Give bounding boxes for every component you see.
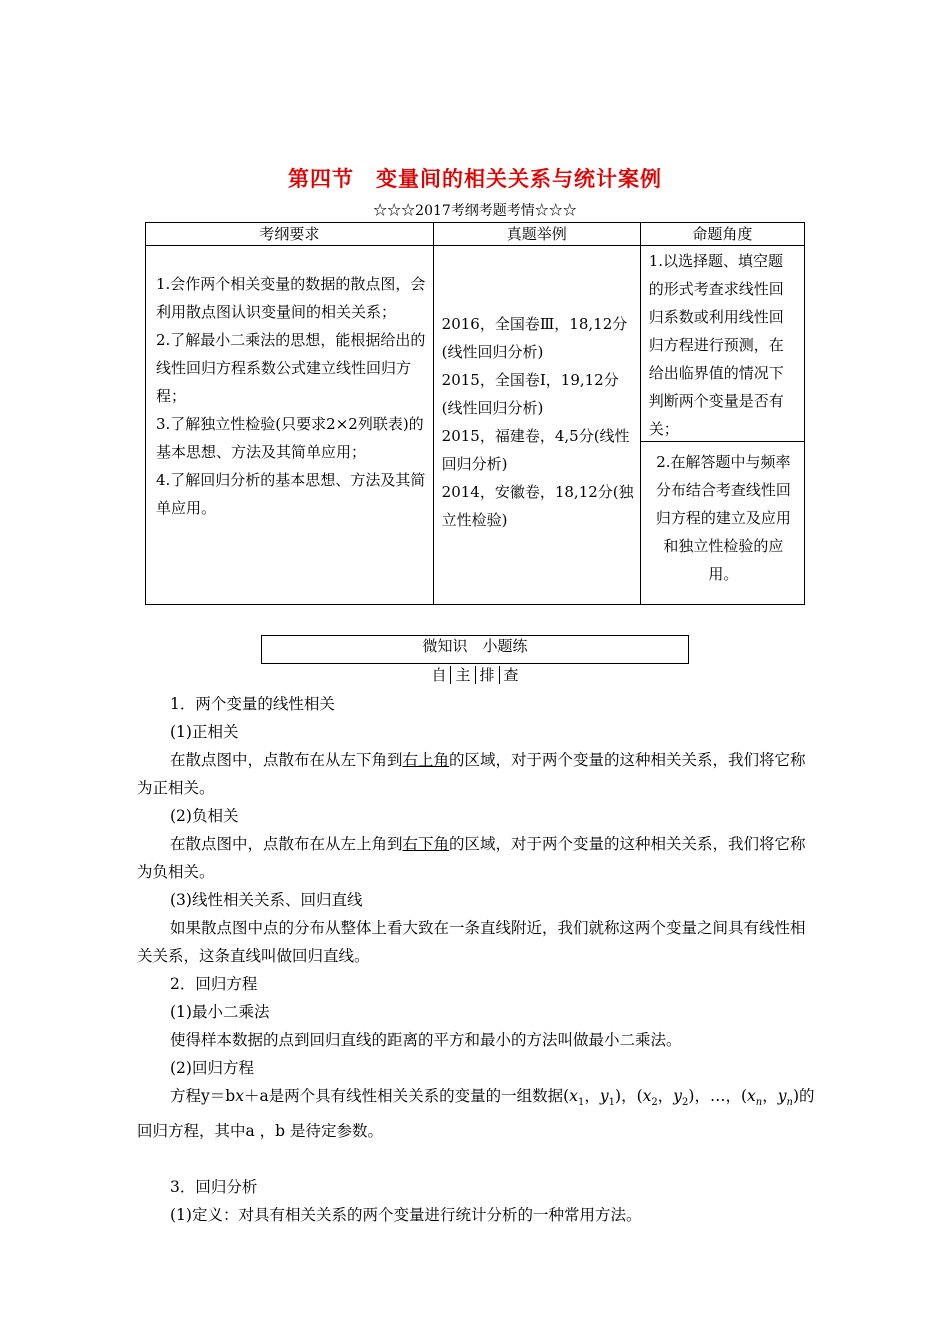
requirement-item: 1.会作两个相关变量的数据的散点图，会利用散点图认识变量间的相关关系；: [156, 275, 426, 321]
example-item: 2014，安徽卷，18,12分(独立性检验): [441, 483, 634, 529]
self-check-char: 主: [450, 666, 474, 684]
angles-cell: [640, 246, 804, 605]
self-check-char: 自: [431, 666, 447, 684]
self-check-char: 排: [475, 666, 499, 684]
self-check-label: [0, 664, 950, 686]
paragraph-least-squares: 使得样本数据的点到回归直线的距离的平方和最小的方法叫做最小二乘法。: [170, 1031, 682, 1049]
table-header-row: [146, 223, 805, 246]
angle-item-2: 2.在解答题中与频率分布结合考查线性回归方程的建立及应用和独立性检验的应用。: [655, 453, 791, 583]
subheading-equation: (2)回归方程: [170, 1059, 254, 1077]
requirement-item: 3.了解独立性检验(只要求2×2列联表)的基本思想、方法及其简单应用；: [156, 415, 424, 461]
page-title: 第四节 变量间的相关关系与统计案例: [288, 167, 662, 191]
header-angles: 命题角度: [640, 223, 804, 246]
heading-linear-correlation: 1．两个变量的线性相关: [170, 695, 335, 713]
subheading-regression-line: (3)线性相关关系、回归直线: [170, 891, 363, 909]
underline-term: 右上角: [402, 751, 450, 769]
table-body-row: [146, 246, 805, 605]
self-check-char: 查: [499, 666, 523, 684]
header-examples: 真题举例: [433, 223, 640, 246]
paragraph-definition: (1)定义：对具有相关关系的两个变量进行统计分析的一种常用方法。: [170, 1206, 642, 1225]
exam-info-subtitle: ☆☆☆2017考纲考题考情☆☆☆: [373, 203, 577, 219]
example-item: 2015，福建卷，4,5分(线性回归分析): [441, 427, 630, 473]
heading-regression-analysis: 3．回归分析: [170, 1178, 258, 1197]
header-requirements: 考纲要求: [146, 223, 434, 246]
paragraph-positive: 在散点图中，点散布在从左下角到右上角的区域，对于两个变量的这种相关关系，我们将它称为正相关。: [137, 751, 806, 797]
example-item: 2016，全国卷Ⅲ，18,12分(线性回归分析): [441, 315, 628, 361]
section-box-label: 微知识 小题练: [261, 635, 689, 664]
requirements-cell: [146, 246, 434, 605]
paragraph-equation: 方程y＝bx＋a是两个具有线性相关关系的变量的一组数据($x_1$，$y_1$)，($x_2$，$y_2$)，…，($x_n$，$y_n$)的回归方程，其中a ，b 是待定参数。: [137, 1087, 815, 1141]
example-item: 2015，全国卷Ⅰ，19,12分(线性回归分析): [441, 371, 619, 417]
examples-cell: [433, 246, 640, 605]
heading-regression-equation: 2．回归方程: [170, 975, 258, 993]
subheading-least-squares: (1)最小二乘法: [170, 1003, 270, 1021]
subheading-negative: (2)负相关: [170, 807, 239, 825]
underline-term: 右下角: [402, 835, 450, 853]
paragraph-regression-line: 如果散点图中点的分布从整体上看大致在一条直线附近，我们就称这两个变量之间具有线性相关关系，这条直线叫做回归直线。: [137, 919, 806, 965]
requirements-table: [145, 222, 805, 605]
requirement-item: 4.了解回归分析的基本思想、方法及其简单应用。: [156, 471, 426, 517]
subheading-positive: (1)正相关: [170, 723, 239, 741]
paragraph-negative: 在散点图中，点散布在从左上角到右下角的区域，对于两个变量的这种相关关系，我们将它称为负相关。: [137, 835, 806, 881]
requirement-item: 2.了解最小二乘法的思想，能根据给出的线性回归方程系数公式建立线性回归方程；: [156, 331, 426, 405]
content-body: [137, 690, 815, 1229]
angle-item-1: 1.以选择题、填空题的形式考查求线性回归系数或利用线性回归方程进行预测，在给出临界值的情况下判断两个变量是否有关；: [641, 246, 804, 442]
